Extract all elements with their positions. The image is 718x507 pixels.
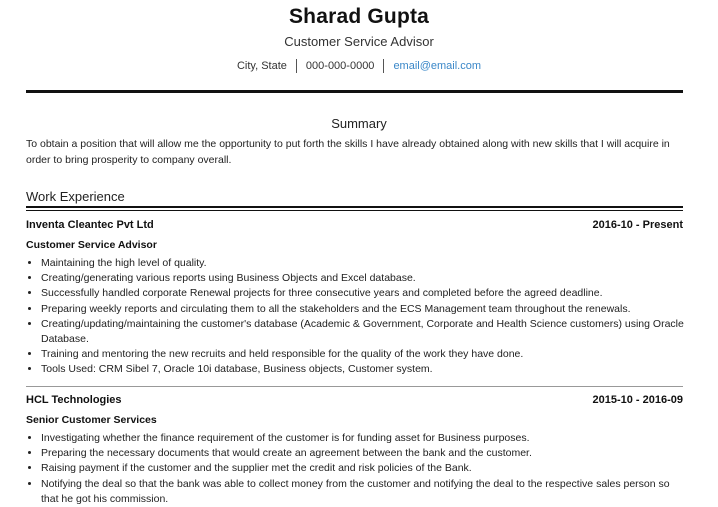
job-role: Customer Service Advisor <box>26 239 157 251</box>
list-item: • Tools Used: CRM Sibel 7, Oracle 10i database, Business objects, Customer system. <box>41 362 686 377</box>
summary-heading: Summary <box>331 116 387 131</box>
contact-divider <box>383 59 384 73</box>
job-header <box>26 219 683 231</box>
list-item: • Investigating whether the finance requirement of the customer is for funding asset for Business purposes. <box>41 431 686 446</box>
candidate-title: Customer Service Advisor <box>284 34 434 49</box>
email-link[interactable]: email@email.com <box>393 60 482 72</box>
list-item: • Creating/updating/maintaining the customer's database (Academic & Government, Corporate and Health Science customers) using Oracle Database. <box>41 317 686 347</box>
list-item: • Preparing the necessary documents that would create an agreement between the bank and the customer. <box>41 446 686 461</box>
list-item: • Training and mentoring the new recruits and held responsible for the quality of the work they have done. <box>41 347 686 362</box>
list-item: • Raising payment if the customer and the supplier met the credit and risk policies of the Bank. <box>41 461 686 476</box>
phone-text: 000-000-0000 <box>305 60 375 72</box>
list-item: • Creating/generating various reports using Business Objects and Excel database. <box>41 271 686 286</box>
candidate-name: Sharad Gupta <box>288 5 430 28</box>
job-divider <box>26 386 683 387</box>
section-rule <box>26 206 683 208</box>
company-name: Inventa Cleantec Pvt Ltd <box>26 219 154 231</box>
contact-line <box>0 59 718 73</box>
job-dates: 2015-10 - 2016-09 <box>592 394 683 406</box>
company-name: HCL Technologies <box>26 394 122 406</box>
work-experience-heading: Work Experience <box>26 189 125 204</box>
job-bullets <box>26 256 686 378</box>
header-rule <box>26 90 683 93</box>
summary-text: To obtain a position that will allow me the opportunity to put forth the skills I have already obtained along with new skills that I will acquire in order to bring prosperity to company overall. <box>26 138 670 166</box>
location-text: City, State <box>236 60 287 72</box>
section-rule-inner <box>26 210 683 211</box>
list-item: • Preparing weekly reports and circulating them to all the stakeholders and the ECS Management team throughout the renewals. <box>41 302 686 317</box>
job-header <box>26 394 683 406</box>
job-dates: 2016-10 - Present <box>592 219 683 231</box>
job-bullets <box>26 431 686 507</box>
list-item: • Maintaining the high level of quality. <box>41 256 686 271</box>
contact-divider <box>296 59 297 73</box>
list-item: • Notifying the deal so that the bank was able to collect money from the customer and notifying the deal to the respective sales person so that he got his commission. <box>41 477 686 507</box>
list-item: • Successfully handled corporate Renewal projects for three consecutive years and completed before the agreed deadline. <box>41 286 686 301</box>
job-role: Senior Customer Services <box>26 414 157 426</box>
